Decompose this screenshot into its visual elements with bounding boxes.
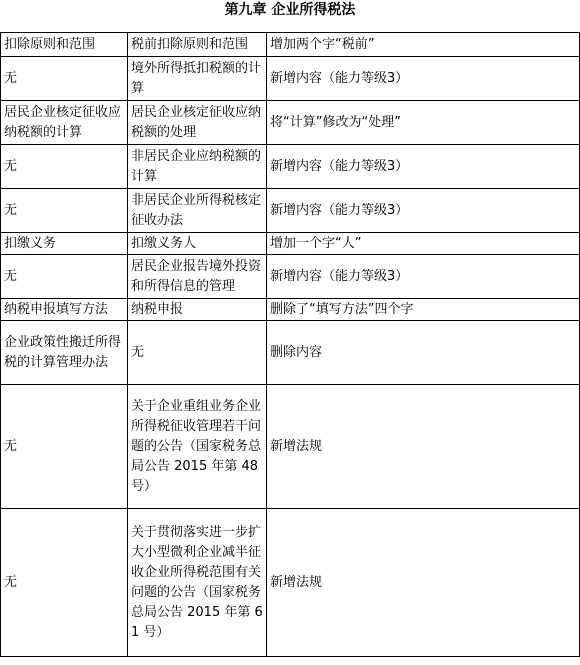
cell-old-item: 纳税申报填写方法 — [1, 299, 128, 321]
cell-change-note: 将“计算”修改为“处理” — [267, 101, 580, 145]
cell-new-item: 非居民企业所得税核定征收办法 — [128, 189, 267, 233]
cell-new-item: 扣缴义务人 — [128, 233, 267, 255]
chapter-title: 第九章 企业所得税法 — [224, 2, 356, 18]
cell-new-item: 居民企业报告境外投资和所得信息的管理 — [128, 255, 267, 299]
table-row — [1, 189, 580, 233]
cell-change-note: 新增内容（能力等级3） — [267, 255, 580, 299]
table-row — [1, 385, 580, 509]
changes-table — [0, 32, 580, 657]
cell-old-item: 居民企业核定征收应纳税额的计算 — [1, 101, 128, 145]
table-row — [1, 233, 580, 255]
table-row — [1, 33, 580, 57]
cell-change-note: 删除内容 — [267, 321, 580, 385]
cell-change-note: 删除了“填写方法”四个字 — [267, 299, 580, 321]
cell-old-item: 无 — [1, 509, 128, 657]
table-row — [1, 255, 580, 299]
table-row — [1, 509, 580, 657]
cell-new-item: 税前扣除原则和范围 — [128, 33, 267, 57]
cell-old-item: 无 — [1, 57, 128, 101]
cell-old-item: 扣缴义务 — [1, 233, 128, 255]
cell-new-item: 境外所得抵扣税额的计算 — [128, 57, 267, 101]
cell-new-item: 关于贯彻落实进一步扩大小型微利企业减半征收企业所得税范围有关问题的公告（国家税务总局公告 2015 年第 61 号） — [128, 509, 267, 657]
table-row — [1, 57, 580, 101]
table-row — [1, 299, 580, 321]
cell-old-item: 无 — [1, 145, 128, 189]
cell-change-note: 新增法规 — [267, 385, 580, 509]
cell-new-item: 非居民企业应纳税额的计算 — [128, 145, 267, 189]
cell-change-note: 新增法规 — [267, 509, 580, 657]
cell-old-item: 无 — [1, 385, 128, 509]
cell-old-item: 企业政策性搬迁所得税的计算管理办法 — [1, 321, 128, 385]
cell-change-note: 增加一个字“人” — [267, 233, 580, 255]
cell-change-note: 增加两个字“税前” — [267, 33, 580, 57]
cell-new-item: 居民企业核定征收应纳税额的处理 — [128, 101, 267, 145]
cell-new-item: 纳税申报 — [128, 299, 267, 321]
cell-new-item: 关于企业重组业务企业所得税征收管理若干问题的公告（国家税务总局公告 2015 年第 48 号） — [128, 385, 267, 509]
cell-old-item: 无 — [1, 189, 128, 233]
table-row — [1, 145, 580, 189]
cell-change-note: 新增内容（能力等级3） — [267, 189, 580, 233]
cell-old-item: 扣除原则和范围 — [1, 33, 128, 57]
cell-change-note: 新增内容（能力等级3） — [267, 145, 580, 189]
cell-change-note: 新增内容（能力等级3） — [267, 57, 580, 101]
table-row — [1, 321, 580, 385]
cell-old-item: 无 — [1, 255, 128, 299]
table-row — [1, 101, 580, 145]
cell-new-item: 无 — [128, 321, 267, 385]
